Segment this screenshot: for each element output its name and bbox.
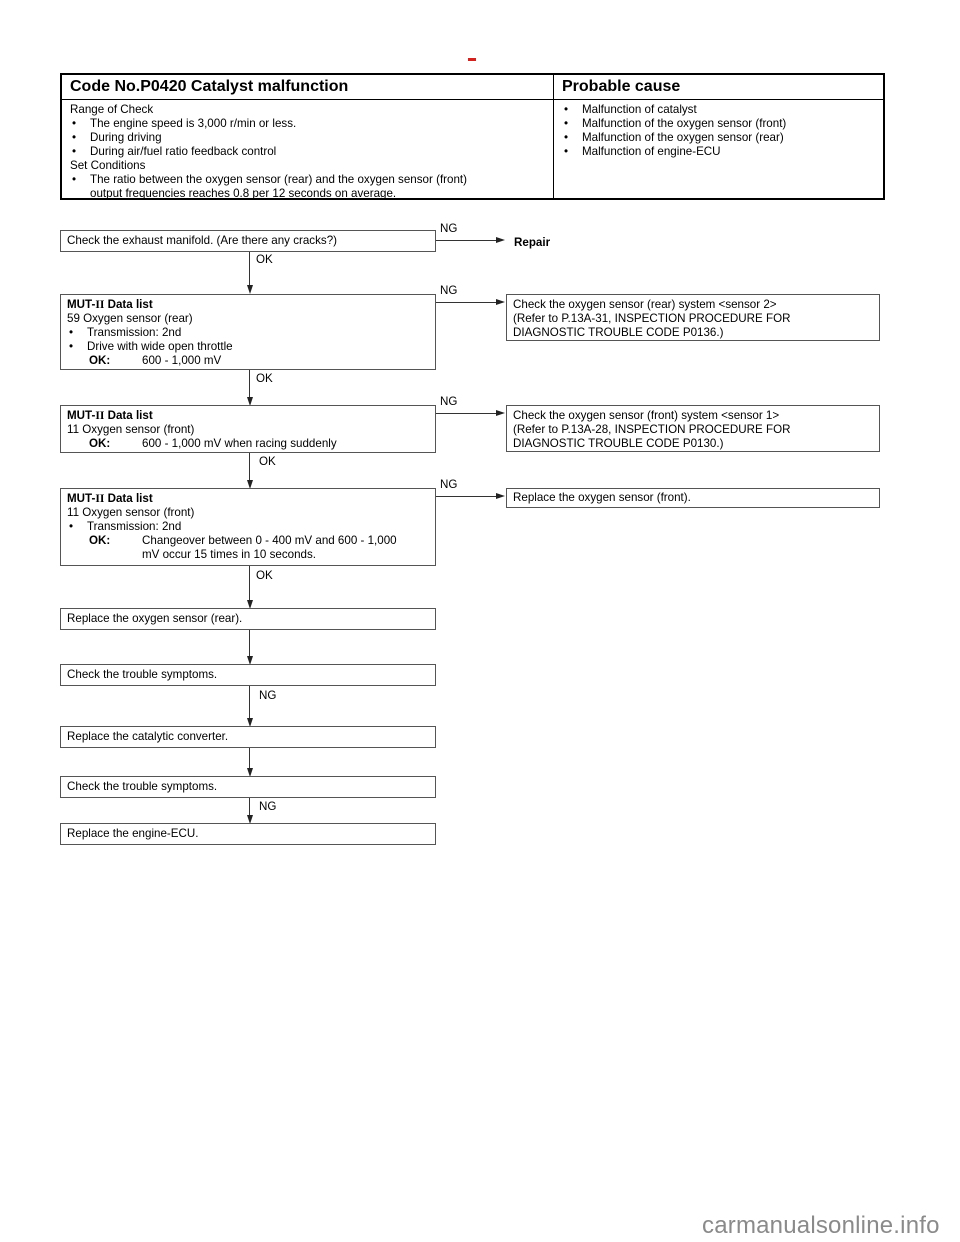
code-column — [62, 75, 554, 198]
step-check-trouble-symptoms-2 — [60, 776, 436, 798]
mut-data-list-title: MUT-II Data list — [67, 298, 153, 311]
ng-text: Replace the oxygen sensor (front). — [513, 491, 691, 504]
arrow-right-icon — [496, 493, 505, 499]
diagnosis-code-table — [60, 73, 885, 200]
connector — [249, 748, 250, 768]
probable-cause-list — [554, 100, 883, 162]
range-item: • During driving — [72, 131, 162, 144]
bullet-icon: • — [72, 173, 77, 186]
step-text: Replace the catalytic converter. — [67, 730, 229, 743]
ng-text: (Refer to P.13A-31, INSPECTION PROCEDURE FOR — [513, 312, 791, 325]
ok-connector — [249, 252, 250, 285]
data-item: 11 Oxygen sensor (front) — [67, 506, 195, 519]
cause-item: • Malfunction of the oxygen sensor (rear) — [564, 131, 784, 144]
ng-text: DIAGNOSTIC TROUBLE CODE P0136.) — [513, 326, 724, 339]
step-text: Replace the oxygen sensor (rear). — [67, 612, 243, 625]
ng-label: NG — [440, 395, 458, 408]
step-text: Check the trouble symptoms. — [67, 780, 218, 793]
step-check-trouble-symptoms — [60, 664, 436, 686]
step-text: Check the trouble symptoms. — [67, 668, 218, 681]
ng-label: NG — [440, 478, 458, 491]
bullet-icon: • — [564, 131, 569, 144]
ng-text: Check the oxygen sensor (front) system <sensor 1> — [513, 409, 780, 422]
data-item: 59 Oxygen sensor (rear) — [67, 312, 193, 325]
ng-connector — [436, 302, 498, 303]
ng-label: NG — [259, 800, 277, 813]
ng-connector — [436, 413, 498, 414]
ng-connector — [249, 686, 250, 718]
watermark: carmanualsonline.info — [702, 1212, 940, 1239]
range-of-check — [62, 100, 553, 204]
range-item: • During air/fuel ratio feedback control — [72, 145, 277, 158]
ok-label: OK — [256, 253, 273, 266]
cause-item: • Malfunction of engine-ECU — [564, 145, 721, 158]
ng-check-rear-sensor-system — [506, 294, 880, 341]
condition-item: • Drive with wide open throttle — [69, 340, 233, 353]
mut-data-list-title: MUT-II Data list — [67, 409, 153, 422]
data-item: 11 Oxygen sensor (front) — [67, 423, 195, 436]
set-conditions-heading: Set Conditions — [70, 159, 146, 172]
step-mut-data-front-sensor-changeover — [60, 488, 436, 566]
ok-connector — [249, 453, 250, 480]
bullet-icon: • — [564, 145, 569, 158]
step-mut-data-rear-sensor — [60, 294, 436, 370]
mut-data-list-title: MUT-II Data list — [67, 492, 153, 505]
ok-criterion: OK: Changeover between 0 - 400 mV and 600 - 1,000 — [89, 534, 397, 547]
ng-label: NG — [440, 284, 458, 297]
ng-connector — [249, 798, 250, 815]
ng-connector — [436, 496, 498, 497]
set-condition-item: • The ratio between the oxygen sensor (rear) and the oxygen sensor (front) — [72, 173, 468, 186]
set-condition-item-cont: output frequencies reaches 0.8 per 12 seconds on average. — [90, 187, 397, 200]
bullet-icon: • — [564, 103, 569, 116]
step-replace-rear-sensor — [60, 608, 436, 630]
connector — [249, 630, 250, 656]
ng-text: DIAGNOSTIC TROUBLE CODE P0130.) — [513, 437, 724, 450]
step-check-exhaust-manifold — [60, 230, 436, 252]
ng-replace-front-sensor — [506, 488, 880, 508]
arrow-right-icon — [496, 410, 505, 416]
step-mut-data-front-sensor — [60, 405, 436, 453]
bullet-icon: • — [564, 117, 569, 130]
arrow-right-icon — [496, 299, 505, 305]
range-heading: Range of Check — [70, 103, 154, 116]
ng-text: (Refer to P.13A-28, INSPECTION PROCEDURE FOR — [513, 423, 791, 436]
step-replace-catalytic-converter — [60, 726, 436, 748]
ng-check-front-sensor-system — [506, 405, 880, 452]
ok-label: OK — [256, 372, 273, 385]
ok-connector — [249, 566, 250, 600]
condition-item: • Transmission: 2nd — [69, 326, 182, 339]
bullet-icon: • — [72, 131, 77, 144]
ok-criterion: OK: 600 - 1,000 mV when racing suddenly — [89, 437, 337, 450]
ng-connector — [436, 240, 498, 241]
step-text: Replace the engine-ECU. — [67, 827, 199, 840]
arrow-down-icon — [247, 285, 253, 294]
ok-connector — [249, 370, 250, 397]
bullet-icon: • — [69, 340, 74, 353]
repair-result: Repair — [514, 236, 551, 249]
cause-item: • Malfunction of catalyst — [564, 103, 697, 116]
ng-label: NG — [259, 689, 277, 702]
probable-cause-column — [554, 75, 883, 198]
ng-text: Check the oxygen sensor (rear) system <sensor 2> — [513, 298, 777, 311]
ok-criterion-cont: mV occur 15 times in 10 seconds. — [142, 548, 316, 561]
bullet-icon: • — [69, 520, 74, 533]
range-item: • The engine speed is 3,000 r/min or less. — [72, 117, 297, 130]
arrow-right-icon — [496, 237, 505, 243]
ok-label: OK — [259, 455, 276, 468]
step-text: Check the exhaust manifold. (Are there any cracks?) — [67, 234, 338, 247]
bullet-icon: • — [69, 326, 74, 339]
ng-label: NG — [440, 222, 458, 235]
header-dash-mark — [468, 58, 476, 61]
cause-item: • Malfunction of the oxygen sensor (front) — [564, 117, 787, 130]
probable-cause-title: Probable cause — [554, 75, 883, 100]
code-title: Code No.P0420 Catalyst malfunction — [62, 75, 553, 100]
bullet-icon: • — [72, 145, 77, 158]
ok-criterion: OK: 600 - 1,000 mV — [89, 354, 222, 367]
ok-label: OK — [256, 569, 273, 582]
condition-item: • Transmission: 2nd — [69, 520, 182, 533]
bullet-icon: • — [72, 117, 77, 130]
step-replace-engine-ecu — [60, 823, 436, 845]
